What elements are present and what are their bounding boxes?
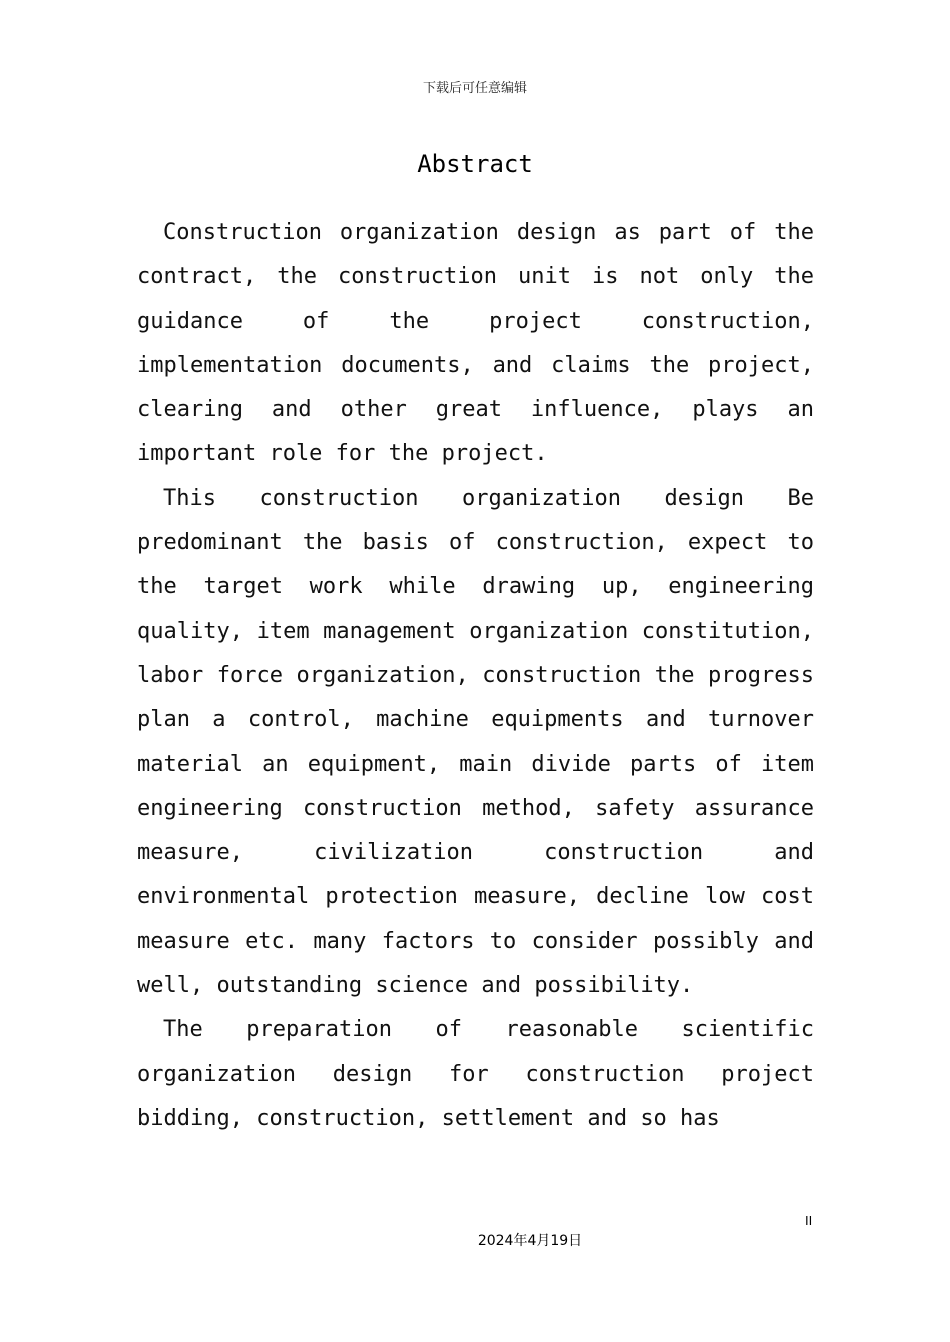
paragraph-1: Construction organization design as part of the contract, the construction unit is not only the guidance of the project construction, implementation documents, and claims the project, clearing and other great influence, plays an important role for the project.	[137, 220, 814, 467]
abstract-body	[137, 211, 814, 1141]
page-title: Abstract	[417, 150, 533, 178]
paragraph-2: This construction organization design Be predominant the basis of construction, expect to the target work while drawing up, engineering quality, item management organization constitution, labor force organization, construction the progress plan a control, machine equipments and turnover material an equipment, main divide parts of item engineering construction method, safety assurance measure, civilization construction and environmental protection measure, decline low cost measure etc. many factors to consider possibly and well, outstanding science and possibility.	[137, 485, 814, 999]
paragraph-3: The preparation of reasonable scientific organization design for construction project bidding, construction, settlement and so has	[137, 1017, 814, 1131]
page-number: II	[805, 1213, 813, 1228]
header-note: 下载后可任意编辑	[422, 81, 527, 96]
footer-date: 2024年4月19日	[477, 1233, 583, 1249]
